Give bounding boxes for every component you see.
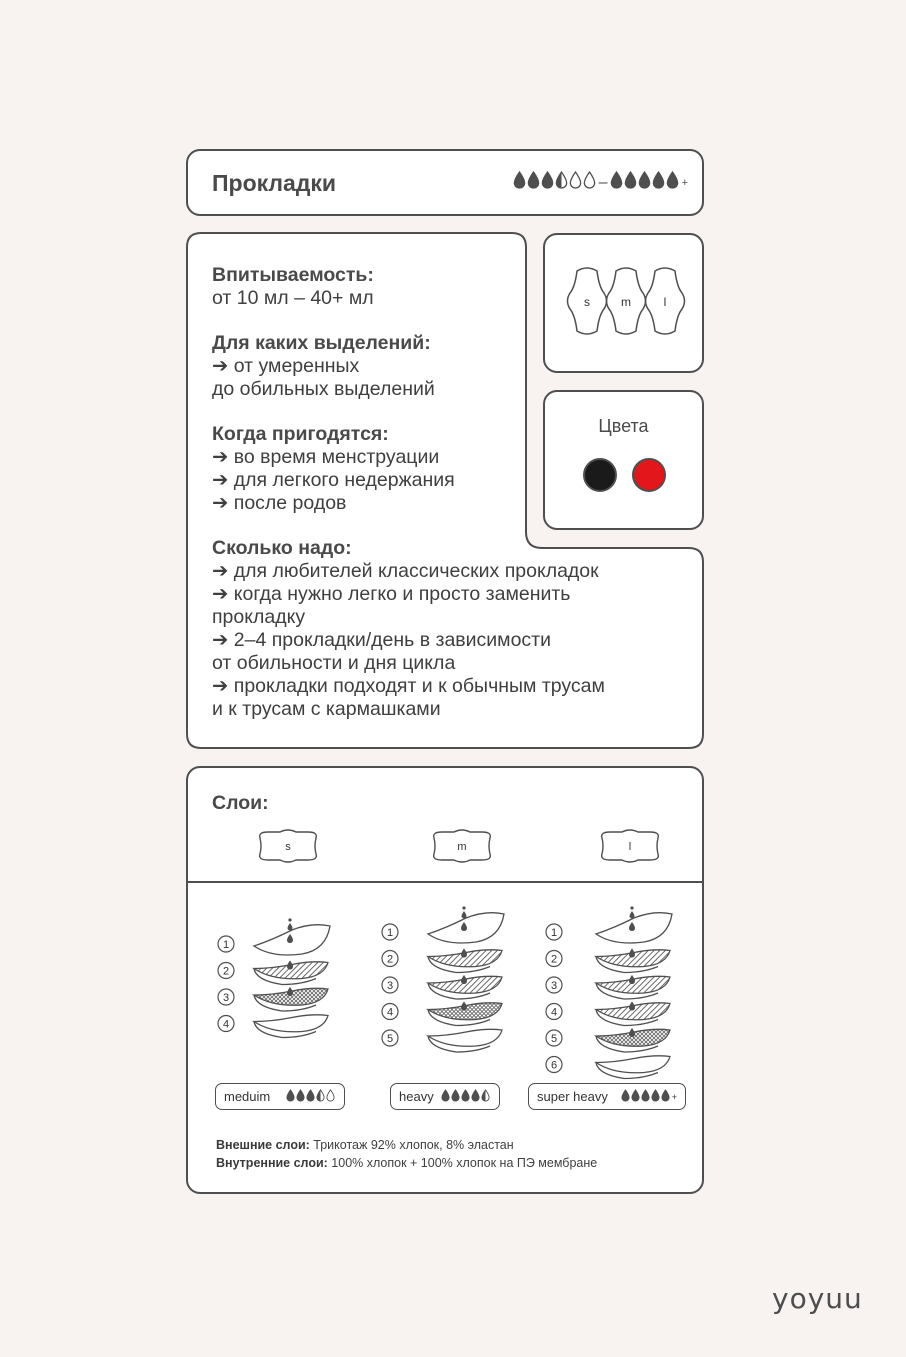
layer-number	[218, 963, 234, 979]
layer-number-text: 2	[386, 953, 394, 966]
drop-icon	[638, 171, 651, 189]
layer-shape	[428, 975, 502, 999]
drop-marker-icon	[461, 949, 467, 958]
layers-pad-label: l	[628, 841, 632, 853]
drop-icon	[661, 1089, 670, 1102]
layers-pad-l	[602, 830, 659, 862]
drop-icon	[451, 1089, 460, 1102]
drop-icon	[461, 1089, 470, 1102]
inner-layers-line	[216, 1154, 597, 1172]
drop-icon	[541, 171, 554, 189]
layer-number	[218, 1016, 234, 1032]
layer-number-text: 2	[550, 953, 558, 966]
layer-shape	[428, 906, 504, 943]
drop-icon	[666, 171, 679, 189]
layer-shape	[596, 949, 670, 973]
layer-number-text: 3	[222, 992, 230, 1004]
layer-number	[382, 924, 398, 940]
drop-icon	[652, 171, 665, 189]
size-pad-m	[607, 268, 646, 334]
size-pad-m-label: m	[621, 295, 631, 309]
drop-dot-icon	[630, 906, 633, 909]
drop-outline-icon	[326, 1089, 335, 1102]
drop-marker-icon	[287, 987, 293, 996]
layers-pad-label: s	[285, 841, 291, 853]
howmany-line: ➔ когда нужно легко и просто заменить	[212, 583, 571, 605]
layer-number-text: 6	[550, 1059, 558, 1072]
layer-number	[218, 989, 234, 1005]
layer-number-text: 1	[550, 927, 558, 939]
layer-number	[546, 1057, 562, 1073]
materials-text	[216, 1136, 597, 1172]
layer-shape	[428, 1029, 502, 1052]
drop-icon	[286, 1089, 295, 1102]
layer-shape	[428, 949, 502, 973]
discharge-heading: Для каких выделений:	[212, 332, 431, 354]
layer-number-text: 3	[386, 980, 394, 992]
title-card	[186, 149, 704, 216]
color-swatch-red	[632, 458, 666, 492]
discharge-line: до обильных выделений	[212, 378, 435, 400]
layer-shape	[596, 1056, 670, 1079]
drop-icon	[621, 1089, 630, 1102]
absorbency-pill-super-heavy	[528, 1083, 686, 1110]
drop-outline-icon	[569, 171, 582, 189]
size-pad-l-label: l	[663, 295, 667, 309]
drop-marker-icon	[629, 1002, 635, 1011]
size-pads-graphic	[545, 235, 702, 371]
layers-diagram	[188, 818, 702, 1118]
layers-title: Слои:	[212, 792, 269, 814]
drop-dot-icon	[462, 906, 465, 909]
range-separator: –	[598, 173, 608, 191]
pill-drops	[286, 1089, 336, 1105]
layer-shape	[254, 961, 328, 985]
sizes-card	[543, 233, 704, 373]
layer-number	[382, 977, 398, 993]
layer-shape	[596, 975, 670, 999]
layer-number-text: 4	[550, 1006, 558, 1019]
layers-pad-m	[434, 830, 491, 862]
howmany-line: от обильности и дня цикла	[212, 652, 456, 674]
drop-icon	[306, 1089, 315, 1102]
drop-icon	[527, 171, 540, 189]
inner-layers-label: Внутренние слои:	[216, 1156, 328, 1170]
drop-icon	[296, 1089, 305, 1102]
drop-dot-icon	[288, 918, 291, 921]
pill-plus: +	[671, 1091, 677, 1102]
layer-number	[546, 924, 562, 940]
layer-shape	[254, 918, 330, 955]
layer-shape	[428, 1002, 502, 1026]
drop-outline-icon	[583, 171, 596, 189]
color-swatch-black	[583, 458, 617, 492]
howmany-heading: Сколько надо:	[212, 537, 352, 559]
howmany-section	[212, 537, 682, 721]
layer-number	[382, 1030, 398, 1046]
when-line: ➔ во время менструации	[212, 446, 440, 468]
layer-shape	[596, 906, 672, 943]
layer-number	[382, 1004, 398, 1020]
size-pad-s-label: s	[584, 295, 590, 309]
layer-shape	[254, 1015, 328, 1038]
colors-title: Цвета	[598, 416, 649, 436]
drop-icon	[651, 1089, 660, 1102]
pill-drops	[621, 1089, 671, 1105]
drop-marker-icon	[287, 961, 293, 970]
drop-icon	[441, 1089, 450, 1102]
howmany-line: ➔ прокладки подходят и к обычным трусам	[212, 675, 605, 697]
layer-number	[546, 951, 562, 967]
drop-icon	[624, 171, 637, 189]
outer-layers-label: Внешние слои:	[216, 1138, 310, 1152]
drop-marker-icon	[462, 911, 467, 918]
discharge-line: ➔ от умеренных	[212, 355, 360, 377]
drop-icon	[641, 1089, 650, 1102]
range-plus: +	[681, 176, 688, 189]
layer-shape	[596, 1002, 670, 1026]
drop-half-icon	[316, 1089, 325, 1102]
drop-marker-icon	[629, 975, 635, 984]
howmany-line: ➔ 2–4 прокладки/день в зависимости	[212, 629, 552, 651]
drop-marker-icon	[288, 923, 293, 930]
pill-drops	[441, 1089, 491, 1105]
pill-label: meduim	[224, 1089, 271, 1104]
absorbency-min-drops	[513, 171, 597, 194]
howmany-line: прокладку	[212, 606, 306, 628]
drop-marker-icon	[629, 949, 635, 958]
layer-number-text: 1	[222, 939, 230, 951]
brand-logo: yoyuu	[772, 1282, 863, 1315]
layer-number	[382, 951, 398, 967]
outer-layers-line	[216, 1136, 597, 1154]
layer-number-text: 3	[550, 980, 558, 992]
layer-number-text: 1	[386, 927, 394, 939]
when-heading: Когда пригодятся:	[212, 423, 389, 445]
drop-half-icon	[481, 1089, 490, 1102]
layer-number	[546, 1004, 562, 1020]
absorbency-max-drops	[610, 171, 680, 194]
absorbency-pill-heavy	[390, 1083, 500, 1110]
layer-number	[218, 936, 234, 952]
drop-icon	[471, 1089, 480, 1102]
layer-number-text: 5	[550, 1033, 558, 1045]
absorbency-pill-medium	[215, 1083, 345, 1110]
colors-card	[543, 390, 704, 530]
absorbency-value: от 10 мл – 40+ мл	[212, 287, 374, 309]
drop-icon	[513, 171, 526, 189]
layers-pad-s	[260, 830, 317, 862]
drop-icon	[631, 1089, 640, 1102]
outer-layers-value: Трикотаж 92% хлопок, 8% эластан	[309, 1138, 514, 1152]
when-line: ➔ для легкого недержания	[212, 469, 455, 491]
page-title: Прокладки	[212, 170, 337, 196]
layer-number-text: 2	[222, 965, 230, 978]
absorbency-heading: Впитываемость:	[212, 264, 374, 286]
layers-card	[186, 766, 704, 1194]
size-pad-s	[568, 268, 607, 334]
drop-marker-icon	[461, 1002, 467, 1011]
drop-half-icon	[555, 171, 568, 189]
pill-label: heavy	[399, 1089, 434, 1104]
layer-shape	[254, 987, 328, 1011]
layer-number	[546, 1030, 562, 1046]
layer-shape	[596, 1028, 670, 1052]
pill-label: super heavy	[537, 1089, 608, 1104]
layer-number-text: 4	[222, 1018, 230, 1031]
layer-number-text: 4	[386, 1006, 394, 1019]
layers-pad-label: m	[457, 841, 467, 853]
drop-icon	[610, 171, 623, 189]
when-line: ➔ после родов	[212, 492, 347, 514]
howmany-line: и к трусам с кармашками	[212, 698, 441, 720]
drop-marker-icon	[630, 911, 635, 918]
inner-layers-value: 100% хлопок + 100% хлопок на ПЭ мембране	[327, 1156, 598, 1170]
size-pad-l	[646, 268, 685, 334]
howmany-line: ➔ для любителей классических прокладок	[212, 560, 599, 582]
layer-number	[546, 977, 562, 993]
drop-marker-icon	[629, 1028, 635, 1037]
layer-number-text: 5	[386, 1033, 394, 1045]
absorbency-range	[513, 171, 688, 194]
drop-marker-icon	[461, 975, 467, 984]
